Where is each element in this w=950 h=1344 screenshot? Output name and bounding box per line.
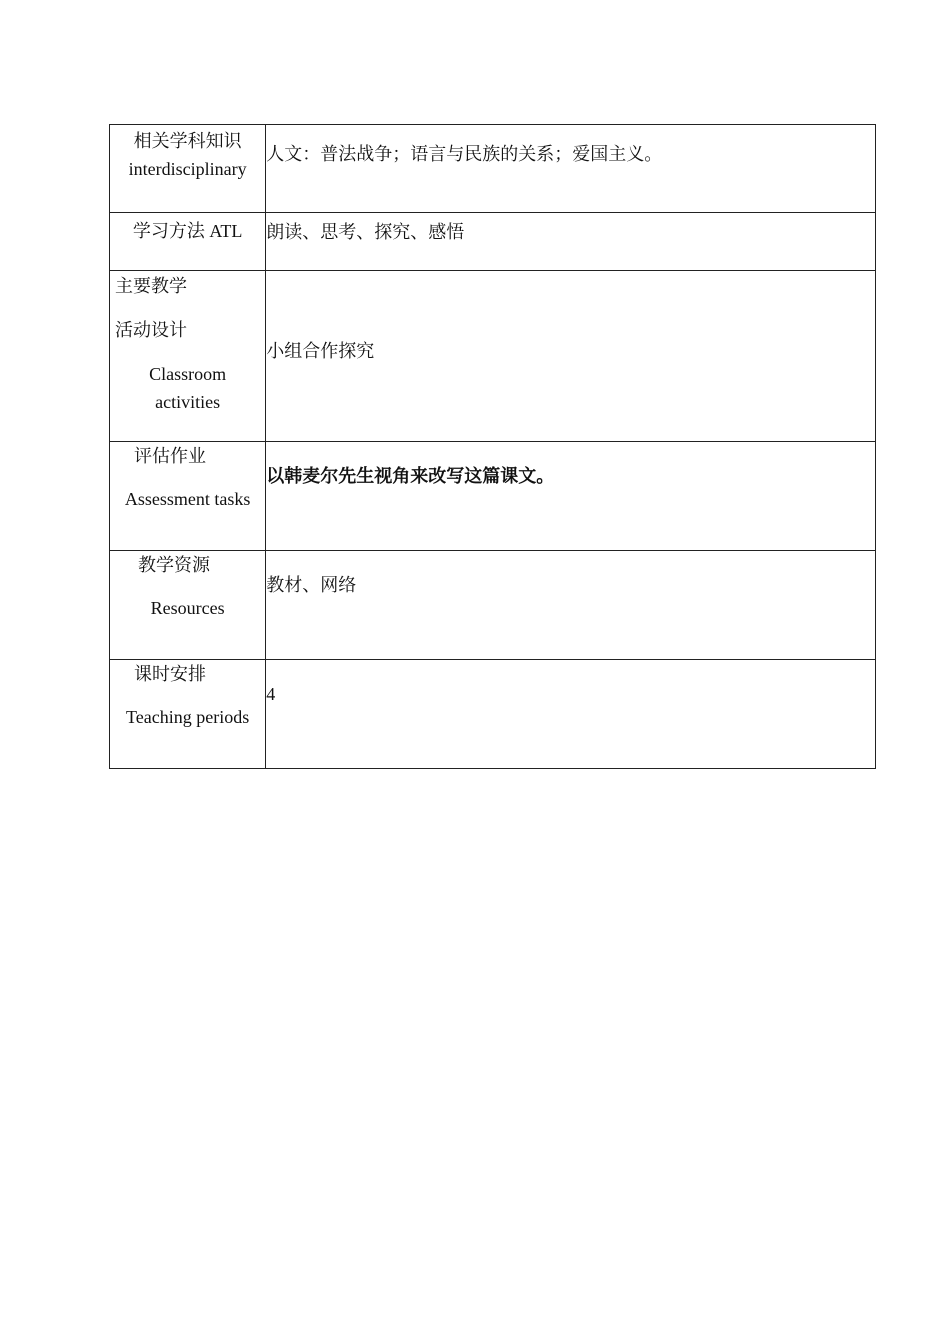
- value-resources: 教材、网络: [266, 551, 876, 660]
- value-atl: 朗读、思考、探究、感悟: [266, 213, 876, 271]
- label-interdisciplinary-cn: 相关学科知识: [133, 131, 242, 151]
- label-cell-atl: [110, 213, 266, 271]
- label-periods-en: Teaching periods: [126, 706, 250, 727]
- lesson-plan-table: [109, 124, 876, 769]
- label-resources-cn: 教学资源: [138, 555, 210, 575]
- label-activities-en-2: activities: [155, 391, 221, 412]
- label-cell-assessment: [110, 442, 266, 551]
- label-cell-periods: [110, 660, 266, 769]
- label-cell-resources: [110, 551, 266, 660]
- label-activities-cn-1: 主要教学: [115, 276, 187, 296]
- table-row-periods: [110, 660, 876, 769]
- label-cell-activities: [110, 271, 266, 442]
- label-resources-en: Resources: [150, 597, 225, 618]
- label-assessment-cn: 评估作业: [134, 446, 206, 466]
- value-periods: 4: [266, 660, 876, 769]
- label-activities-cn-2: 活动设计: [115, 319, 187, 340]
- table-row-activities: [110, 271, 876, 442]
- value-assessment: 以韩麦尔先生视角来改写这篇课文。: [266, 442, 876, 551]
- label-cell-interdisciplinary: [110, 125, 266, 213]
- label-assessment-en: Assessment tasks: [124, 488, 251, 509]
- label-interdisciplinary-en: interdisciplinary: [128, 159, 247, 179]
- label-periods-cn: 课时安排: [134, 664, 206, 684]
- table-row-assessment: [110, 442, 876, 551]
- label-atl: 学习方法 ATL: [132, 221, 243, 241]
- value-interdisciplinary: 人文：普法战争；语言与民族的关系；爱国主义。: [266, 125, 876, 213]
- table-row-interdisciplinary: [110, 125, 876, 213]
- value-activities: 小组合作探究: [266, 271, 876, 442]
- table-row-atl: [110, 213, 876, 271]
- table-row-resources: [110, 551, 876, 660]
- label-activities-en-1: Classroom: [149, 363, 227, 384]
